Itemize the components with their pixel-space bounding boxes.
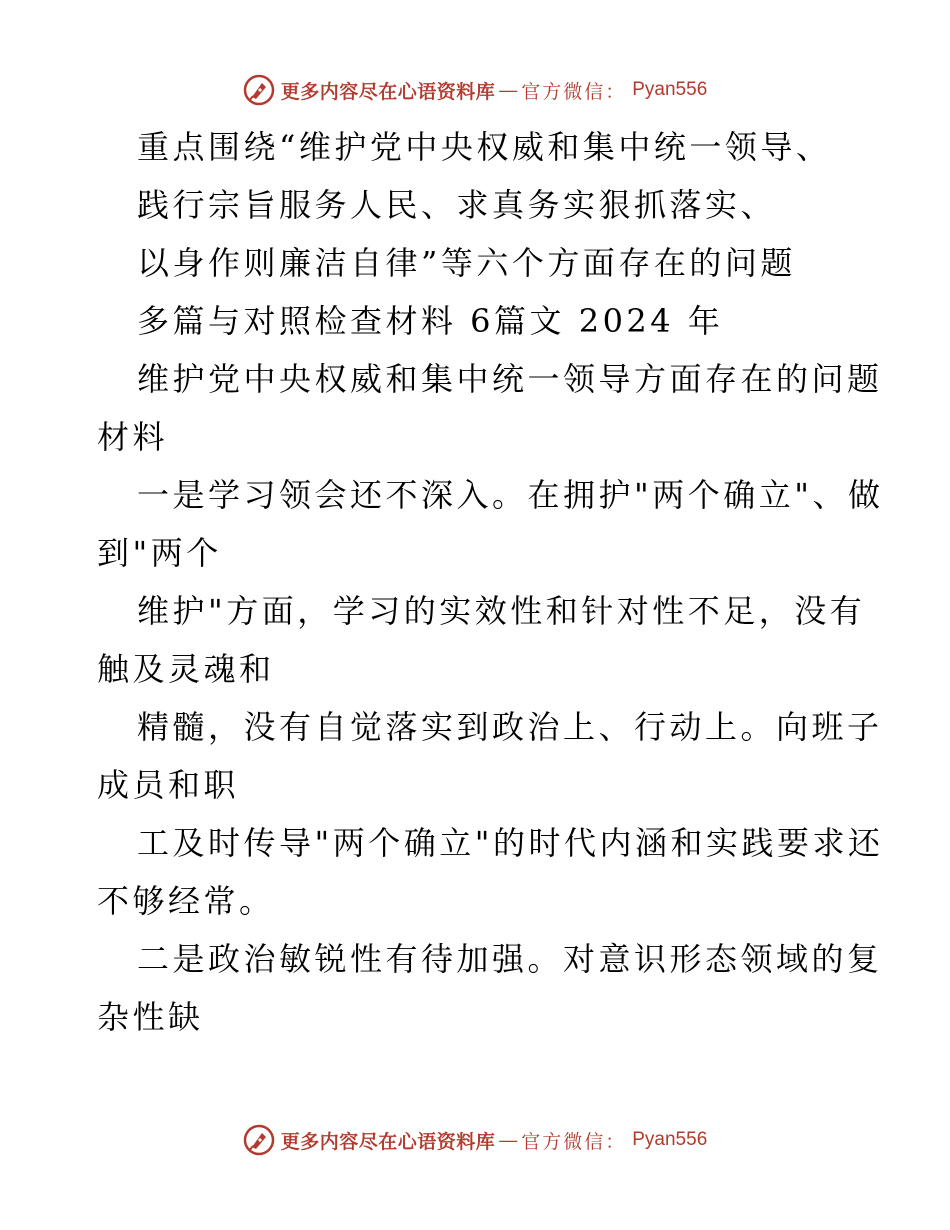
text-line: 重点围绕“维护党中央权威和集中统一领导、 [137,128,832,166]
text-line: 成员和职 [97,766,240,804]
watermark-wechat-id: Pyan556 [632,1129,708,1150]
pen-nib-logo-icon [243,74,275,106]
text-line: 践行宗旨服务人民、求真务实狠抓落实、 [137,186,777,224]
text-line: 一是学习领会还不深入。在拥护"两个确立"、做 [137,476,884,514]
watermark-wechat-label: 官方微信： [521,80,627,103]
watermark-wechat-id: Pyan556 [632,79,708,100]
text-line: 精髓，没有自觉落实到政治上、行动上。向班子 [137,708,883,746]
pen-nib-logo-icon [243,1124,275,1156]
text-line: 材料 [97,418,169,456]
text-line: 工及时传导"两个确立"的时代内涵和实践要求还 [137,824,884,862]
header-watermark [0,72,950,108]
text-line: 杂性缺 [97,998,204,1036]
text-line: 维护"方面，学习的实效性和针对性不足，没有 [137,592,866,630]
watermark-brand: 更多内容尽在心语资料库 [280,80,496,103]
text-line: 维护党中央权威和集中统一领导方面存在的问题 [137,360,883,398]
text-line: 以身作则廉洁自律”等六个方面存在的问题 [137,244,796,282]
watermark-brand: 更多内容尽在心语资料库 [280,1130,496,1153]
text-line: 触及灵魂和 [97,650,275,688]
text-line: 不够经常。 [97,882,275,920]
watermark-wechat-label: 官方微信： [521,1130,627,1153]
text-line: 到"两个 [97,534,222,572]
text-line: 二是政治敏锐性有待加强。对意识形态领域的复 [137,940,883,978]
watermark-separator: — [499,1129,518,1150]
document-body [97,118,884,1046]
footer-watermark [0,1122,950,1158]
text-line: 多篇与对照检查材料 6篇文 2024 年 [137,302,724,340]
watermark-separator: — [499,79,518,100]
